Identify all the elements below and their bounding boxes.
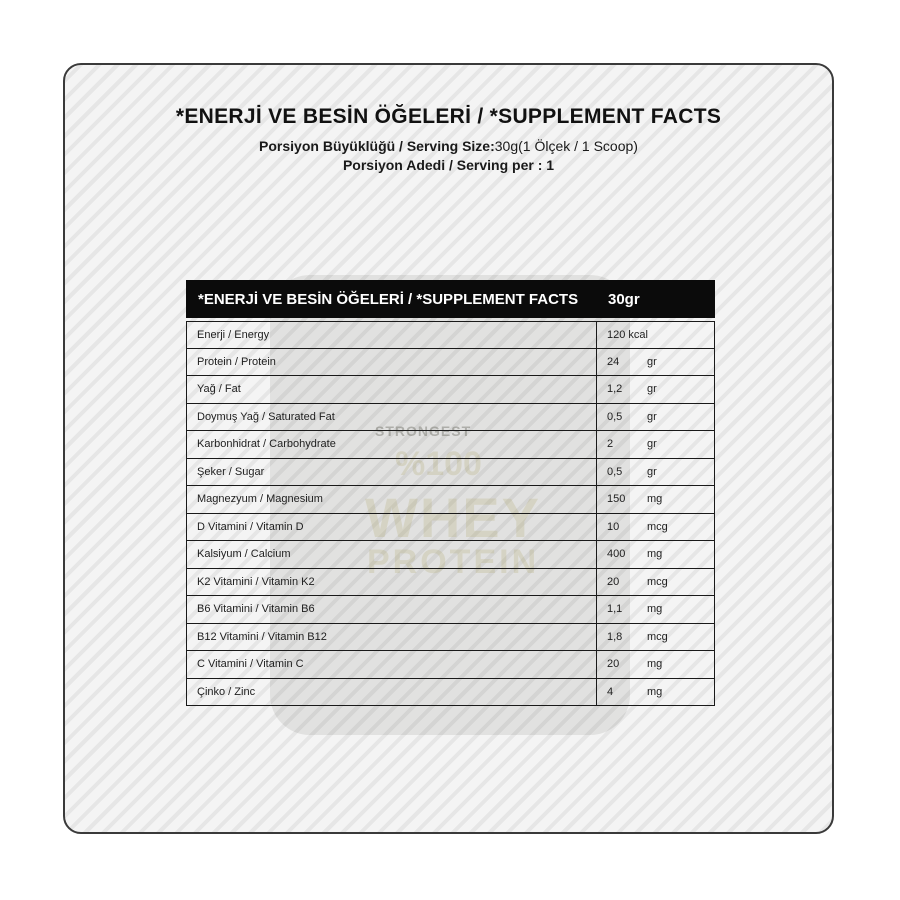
nutrient-amount: 1,2 bbox=[607, 383, 623, 396]
table-row bbox=[186, 651, 715, 679]
serving-size bbox=[65, 138, 832, 154]
table-body bbox=[186, 321, 715, 706]
nutrient-unit: mg bbox=[647, 548, 663, 561]
nutrient-amount: 0,5 bbox=[607, 465, 623, 478]
nutrient-label: K2 Vitamini / Vitamin K2 bbox=[187, 569, 597, 596]
supplement-facts-card bbox=[63, 63, 834, 834]
table-row bbox=[186, 321, 715, 349]
nutrient-amount: 400 bbox=[607, 548, 626, 561]
nutrient-label: Doymuş Yağ / Saturated Fat bbox=[187, 404, 597, 431]
table-row bbox=[186, 624, 715, 652]
nutrient-unit: mg bbox=[647, 493, 663, 506]
product-name-protein: PROTEIN bbox=[367, 543, 540, 581]
nutrient-amount: 20 bbox=[607, 575, 620, 588]
table-row bbox=[186, 596, 715, 624]
nutrient-amount: 2 bbox=[607, 438, 614, 451]
table-row bbox=[186, 679, 715, 707]
nutrient-label: Protein / Protein bbox=[187, 349, 597, 376]
nutrient-amount: 0,5 bbox=[607, 410, 623, 423]
nutrient-unit: gr bbox=[647, 383, 657, 396]
serving-size-value: 30g(1 Ölçek / 1 Scoop) bbox=[494, 138, 638, 154]
nutrient-label: Karbonhidrat / Carbohydrate bbox=[187, 431, 597, 458]
supplement-facts-table bbox=[186, 280, 715, 706]
table-header bbox=[186, 280, 715, 318]
nutrient-label: Enerji / Energy bbox=[187, 322, 597, 348]
nutrient-amount: 150 bbox=[607, 493, 626, 506]
product-name-whey: WHEY bbox=[365, 486, 541, 549]
nutrient-amount: 20 bbox=[607, 658, 620, 671]
nutrient-unit: mg bbox=[647, 603, 663, 616]
table-row bbox=[186, 431, 715, 459]
nutrient-label: D Vitamini / Vitamin D bbox=[187, 514, 597, 541]
nutrient-unit: gr bbox=[647, 355, 657, 368]
page-title: *ENERJİ VE BESİN ÖĞELERİ / *SUPPLEMENT FACTS bbox=[175, 105, 722, 128]
nutrient-label: Magnezyum / Magnesium bbox=[187, 486, 597, 513]
nutrient-unit: gr bbox=[647, 465, 657, 478]
nutrient-label: Çinko / Zinc bbox=[187, 679, 597, 706]
nutrient-amount: 1,8 bbox=[607, 630, 623, 643]
nutrient-amount: 24 bbox=[607, 355, 620, 368]
nutrient-label: B6 Vitamini / Vitamin B6 bbox=[187, 596, 597, 623]
nutrient-amount: 1,1 bbox=[607, 603, 623, 616]
table-header-value: 30gr bbox=[608, 290, 640, 308]
servings-per-container: Porsiyon Adedi / Serving per : 1 bbox=[342, 157, 555, 173]
nutrient-label: C Vitamini / Vitamin C bbox=[187, 651, 597, 678]
nutrient-unit: mcg bbox=[647, 520, 668, 533]
table-row bbox=[186, 569, 715, 597]
table-row bbox=[186, 459, 715, 487]
nutrient-amount: 10 bbox=[607, 520, 620, 533]
nutrient-unit: gr bbox=[647, 410, 657, 423]
product-logo-text: STRONGEST bbox=[375, 423, 472, 439]
product-percent-text: %100 bbox=[395, 445, 482, 483]
table-row bbox=[186, 486, 715, 514]
nutrient-label: Yağ / Fat bbox=[187, 376, 597, 403]
table-row bbox=[186, 541, 715, 569]
nutrient-label: Kalsiyum / Calcium bbox=[187, 541, 597, 568]
table-row bbox=[186, 376, 715, 404]
nutrient-unit: mcg bbox=[647, 630, 668, 643]
nutrient-unit: mg bbox=[647, 658, 663, 671]
serving-size-label: Porsiyon Büyüklüğü / Serving Size: bbox=[259, 138, 495, 154]
table-row bbox=[186, 514, 715, 542]
table-row bbox=[186, 349, 715, 377]
nutrient-unit: mg bbox=[647, 685, 663, 698]
nutrient-label: B12 Vitamini / Vitamin B12 bbox=[187, 624, 597, 651]
nutrient-unit: gr bbox=[647, 438, 657, 451]
table-header-label: *ENERJİ VE BESİN ÖĞELERİ / *SUPPLEMENT FACTS bbox=[198, 290, 579, 308]
nutrient-amount: 4 bbox=[607, 685, 614, 698]
table-row bbox=[186, 404, 715, 432]
nutrient-amount: 120 kcal bbox=[607, 328, 648, 341]
nutrient-unit: mcg bbox=[647, 575, 668, 588]
nutrient-label: Şeker / Sugar bbox=[187, 459, 597, 486]
